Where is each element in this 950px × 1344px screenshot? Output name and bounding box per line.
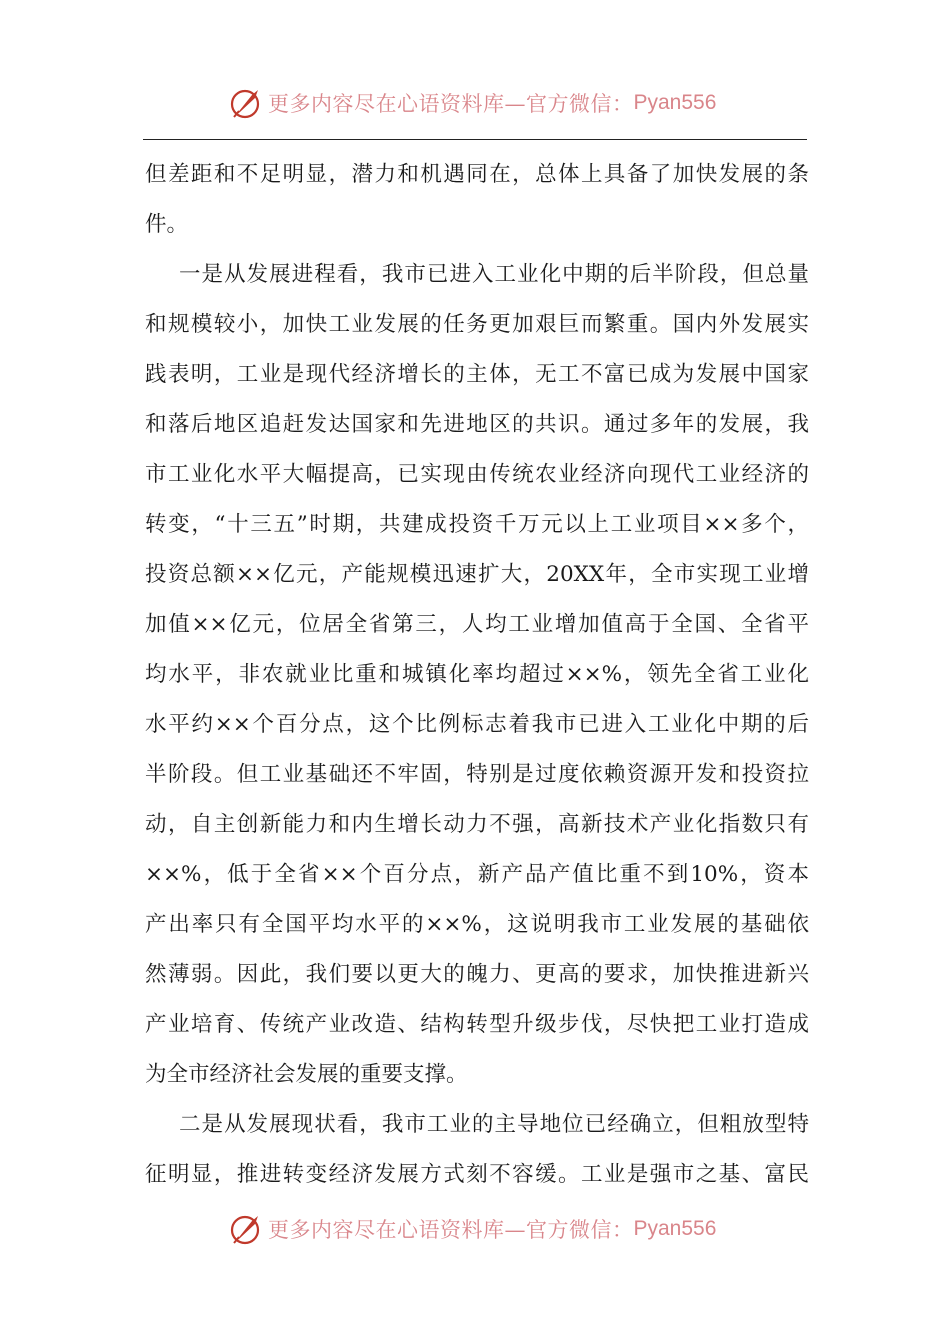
text-line: 投资总额××亿元，产能规模迅速扩大，20XX年，全市实现工业增 [145,562,809,587]
footer-banner [0,1207,950,1251]
quill-logo-icon [228,85,264,121]
text-line: 均水平，非农就业比重和城镇化率均超过××%，领先全省工业化 [145,662,809,687]
text-line: 征明显，推进转变经济发展方式刻不容缓。工业是强市之基、富民 [145,1162,809,1187]
header-divider [143,139,807,140]
header-banner-text: 更多内容尽在心语资料库—官方微信： [268,92,634,116]
paragraph-start-line: 二是从发展现状看，我市工业的主导地位已经确立，但粗放型特 [179,1112,809,1137]
text-line: ××%，低于全省××个百分点，新产品产值比重不到10%，资本 [145,862,809,887]
text-line: 水平约××个百分点，这个比例标志着我市已进入工业化中期的后 [145,712,809,737]
text-line: 产业培育、传统产业改造、结构转型升级步伐，尽快把工业打造成 [145,1012,809,1037]
text-line: 转变，“十三五”时期，共建成投资千万元以上工业项目××多个， [145,512,809,537]
header-banner [0,81,950,125]
text-line: 但差距和不足明显，潜力和机遇同在，总体上具备了加快发展的条 [145,162,809,187]
text-line: 产出率只有全国平均水平的××%，这说明我市工业发展的基础依 [145,912,809,937]
text-line: 动，自主创新能力和内生增长动力不强，高新技术产业化指数只有 [145,812,809,837]
text-line: 和规模较小，加快工业发展的任务更加艰巨而繁重。国内外发展实 [145,312,809,337]
quill-logo-icon [228,1211,264,1247]
text-line: 然薄弱。因此，我们要以更大的魄力、更高的要求，加快推进新兴 [145,962,809,987]
text-line: 践表明，工业是现代经济增长的主体，无工不富已成为发展中国家 [145,362,809,387]
text-line: 半阶段。但工业基础还不牢固，特别是过度依赖资源开发和投资拉 [145,762,809,787]
text-line: 件。 [145,212,189,237]
text-line: 为全市经济社会发展的重要支撑。 [145,1062,468,1087]
paragraph-start-line: 一是从发展进程看，我市已进入工业化中期的后半阶段，但总量 [179,262,809,287]
footer-banner-id: Pyan556 [633,1217,717,1240]
header-banner-id: Pyan556 [633,91,717,114]
text-line: 加值××亿元，位居全省第三，人均工业增加值高于全国、全省平 [145,612,809,637]
footer-banner-text: 更多内容尽在心语资料库—官方微信： [268,1218,634,1242]
text-line: 市工业化水平大幅提高，已实现由传统农业经济向现代工业经济的 [145,462,809,487]
text-line: 和落后地区追赶发达国家和先进地区的共识。通过多年的发展，我 [145,412,809,437]
document-body [145,150,809,1200]
